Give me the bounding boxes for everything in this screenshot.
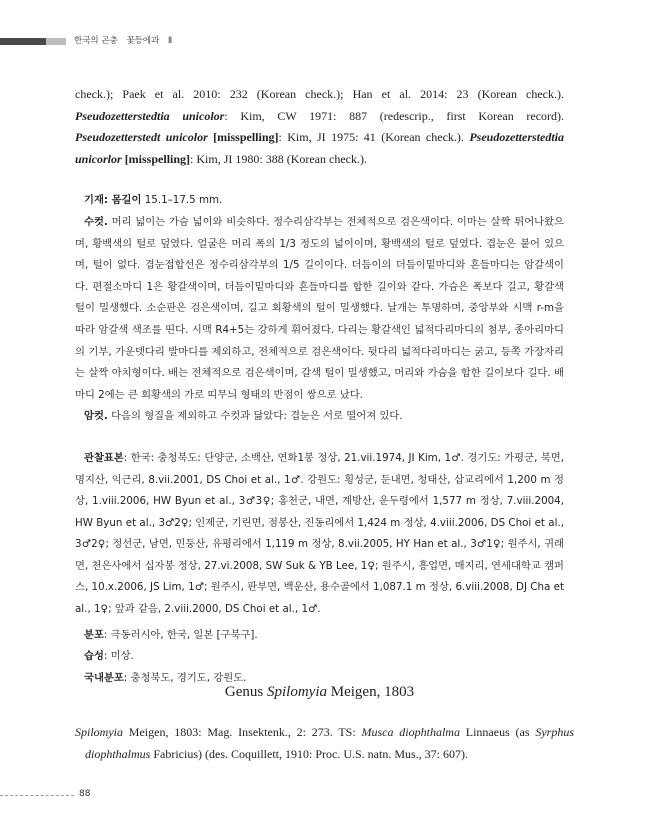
main-text [75, 84, 564, 689]
book-title: 한국의 곤충 [74, 36, 118, 46]
description-size: 기재: 몸길이 15.1–17.5 mm. [84, 194, 223, 207]
section-label: 수컷. [84, 215, 108, 228]
description-male: 수컷. 머리 넓이는 가슴 넓이와 비슷하다. 정수리삼각부는 전체적으로 검은색이다. 이마는 살짝 튀어나왔으며, 황백색의 털로 덮였다. 얼굴은 머리 폭의 1/3 정도의 넓이이며, 황백색의 털로 덮였다. 겹눈은 붙어 있으며, 털이 없다. 겹눈접합선은 정수리삼각부의 1/5 길이이다. 더듬이의 더듬이밑마디와 흔들마디는 암갈색이다. 편절소마디 1은 황갈색이며, 더듬이밑마디와 흔들마디를 합한 길이와 같다. 가슴은 폭보다 길고, 황갈색 털이 밀생했다. 소순판은 검은색이며, 길고 회황색의 털이 밀생했다. 날개는 투명하며, 중앙부와 시맥 r-m을 따라 암갈색 색조를 띤다. 시맥 R4+5는 강하게 휘어졌다. 다리는 황갈색인 넓적다리마디의 첨부, 종아리마디의 기부, 가운뎃다리 발마디를 제외하고, 전체적으로 검은색이다. 뒷다리 넓적다리마디는 굵고, 등쪽 가장자리는 살짝 아치형이다. 배는 전체적으로 검은색이며, 갈색 털이 밀생했고, 머리와 가슴을 합한 길이보다 길다. 배마디 2에는 큰 회황색의 가로 띠무늬 형태의 반점이 쌍으로 났다. [75, 215, 564, 401]
type-species: Musca diophthalma [361, 725, 460, 739]
running-head [74, 34, 172, 48]
section-label: 국내분포 [84, 671, 124, 684]
section-label: 분포 [84, 628, 104, 641]
genus-name: Spilomyia [267, 684, 327, 700]
header-bar-dark [0, 38, 46, 45]
genus-heading: Genus Spilomyia Meigen, 1803 [224, 684, 415, 700]
korean-distribution: 국내분포: 충청북도, 경기도, 강원도. [84, 671, 247, 684]
section-label: 기재 [84, 194, 104, 207]
material-examined: 관찰표본: 한국: 충청북도: 단양군, 소백산, 연화1봉 정상, 21.vii.1974, JI Kim, 1♂. 경기도: 가평군, 북면, 명지산, 익근리, 8.vii.2001, DS Choi et al., 1♂. 강원도: 횡성군, 둔내면, 청태산, 삽교리에서 1,200 m 정상, 1.viii.2006, HW Byun et al., 3♂3♀; 홍천군, 내면, 계방산, 운두령에서 1,577 m 정상, 7.viii.2004, HW Byun et al., 3♂2♀; 인제군, 기린면, 점봉산, 진동리에서 1,424 m 정상, 4.viii.2006, DS Choi et al., 3♂2♀; 정선군, 남면, 민둥산, 유평리에서 1,119 m 정상, 8.vii.2005, HY Han et al., 3♂1♀; 원주시, 귀래면, 천은사에서 십자봉 정상, 27.vi.2008, SW Suk & YB Lee, 1♀; 원주시, 흥업면, 매지리, 연세대학교 캠퍼스, 10.x.2006, JS Lim, 1♂; 원주시, 판부면, 백운산, 용수골에서 1,087.1 m 정상, 6.viii.2008, DJ Cha et al., 1♀; 앞과 같음, 2.viii.2000, DS Choi et al., 1♂. [75, 451, 564, 616]
species-name: Pseudozetterstedt unicolor [75, 130, 208, 145]
chapter-title: 꽃등에과 [126, 36, 160, 46]
description-female: 암컷. 다음의 형질을 제외하고 수컷과 닮았다: 겹눈은 서로 떨어져 있다. [84, 410, 403, 423]
genus-reference: Spilomyia Meigen, 1803: Mag. Insektenk., 2: 273. TS: Musca diophthalma Linnaeus (as Syrphus diophthalmus Fabricius) (des. Coquillett, 1910: Proc. U.S. natn. Mus., 37: 607). [75, 725, 574, 761]
distribution: 분포: 극동러시아, 한국, 일본 [구북구]. [84, 628, 258, 641]
synonymy-paragraph: check.); Paek et al. 2010: 232 (Korean check.); Han et al. 2014: 23 (Korean check.). Pseudozetterstedtia unicolor: Kim, CW 1971: 887 (redescrip., first Korean record). Pseudozetterstedt unicolor [misspelling]: Kim, JI 1975: 41 (Korean check.). Pseudozetterstedtia unicorlor [misspelling]: Kim, JI 1980: 388 (Korean check.). [75, 87, 565, 166]
section-label: 습성 [84, 650, 104, 663]
species-name: Pseudozetterstedtia unicolor [75, 108, 225, 123]
volume-number: Ⅱ [168, 36, 173, 46]
page-number: 88 [79, 789, 91, 799]
footer-rule [0, 795, 74, 796]
species-name: Pseudozetterstedtia unicorlor [75, 130, 564, 166]
section-label: 암컷. [84, 410, 108, 423]
header-bar-light [46, 38, 66, 45]
biology: 습성: 미상. [84, 650, 134, 663]
section-label: 관찰표본 [84, 451, 124, 464]
